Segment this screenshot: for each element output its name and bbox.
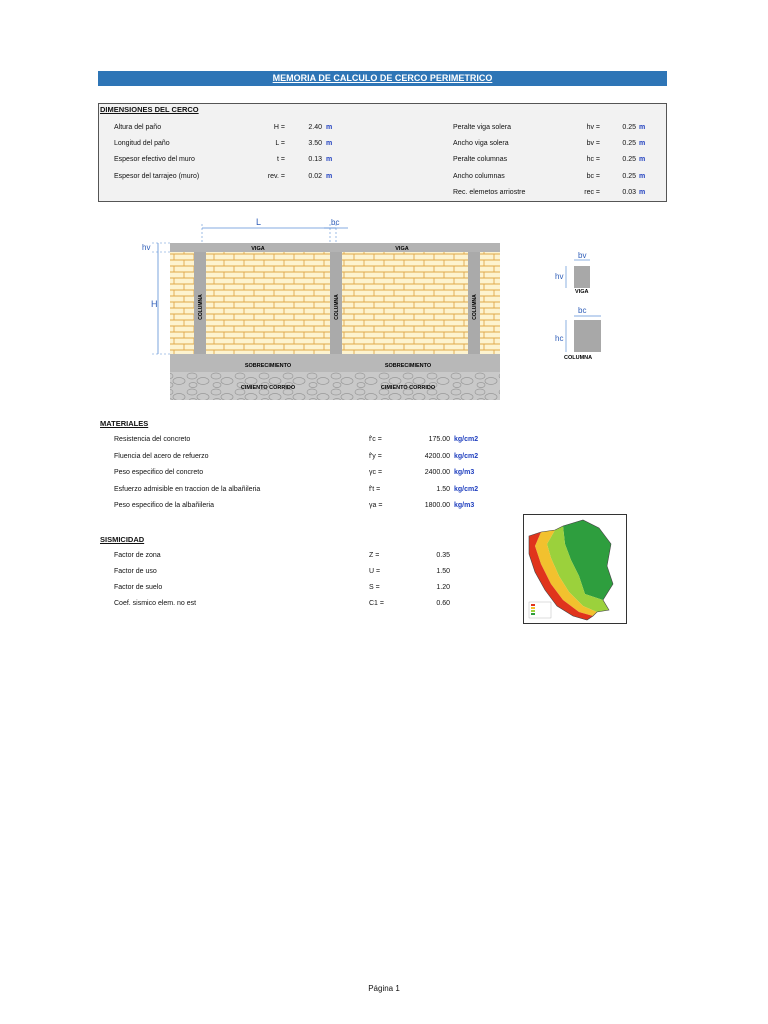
label-viga-2: VIGA: [395, 246, 409, 252]
sismic-value: 0.60: [436, 600, 450, 607]
dim-value: 0.02: [308, 173, 322, 180]
material-symbol: γa =: [369, 502, 383, 509]
viga-section: [574, 266, 590, 288]
material-unit: kg/cm2: [454, 486, 479, 493]
dim-symbol: bc =: [586, 173, 600, 180]
wall-elevation-diagram: [138, 212, 510, 406]
label-columna-2: COLUMNA: [334, 294, 340, 320]
label-sec-columna: COLUMNA: [564, 355, 593, 361]
dim-unit: m: [639, 189, 646, 196]
sismic-symbol: C1 =: [369, 600, 384, 607]
dim-symbol: rev. =: [267, 173, 285, 180]
label-sec-hv: hv: [555, 272, 564, 281]
sismic-label: Factor de suelo: [114, 584, 163, 591]
dim-symbol: rec =: [584, 189, 600, 196]
material-label: Resistencia del concreto: [114, 436, 191, 443]
label-cimiento-1: CIMIENTO CORRIDO: [240, 385, 296, 391]
material-symbol: f'c =: [369, 436, 382, 443]
material-value: 4200.00: [424, 453, 450, 460]
label-sobrecimiento-1: SOBRECIMIENTO: [244, 363, 292, 369]
columna-section: [574, 320, 601, 352]
dim-value: 0.03: [622, 189, 636, 196]
dim-unit: m: [326, 173, 333, 180]
sobrecimiento-strip: [170, 354, 500, 372]
sismic-symbol: Z =: [369, 552, 380, 559]
material-unit: kg/m3: [454, 502, 475, 509]
label-bc: bc: [331, 218, 340, 227]
page-number: Página 1: [368, 984, 400, 993]
dim-symbol: bv =: [586, 140, 600, 147]
dim-symbol: H =: [273, 124, 285, 131]
dim-label: Ancho columnas: [453, 173, 505, 180]
label-sec-bc: bc: [578, 306, 587, 315]
sismic-symbol: U =: [369, 568, 381, 575]
label-columna-1: COLUMNA: [198, 294, 204, 320]
dim-unit: m: [326, 140, 333, 147]
label-columna-3: COLUMNA: [472, 294, 478, 320]
dim-unit: m: [326, 124, 333, 131]
dim-unit: m: [326, 156, 333, 163]
materiales-heading: MATERIALES: [100, 419, 149, 428]
dim-value: 3.50: [308, 140, 322, 147]
dim-unit: m: [639, 156, 646, 163]
sismic-symbol: S =: [369, 584, 380, 591]
document-title: MEMORIA DE CALCULO DE CERCO PERIMETRICO: [98, 71, 667, 86]
dim-label: Altura del paño: [114, 124, 162, 131]
dim-label: Peralte viga solera: [453, 124, 511, 131]
dim-symbol: hc =: [586, 156, 600, 163]
material-label: Esfuerzo admisible en traccion de la albañileria: [114, 486, 261, 493]
label-hv: hv: [142, 243, 151, 252]
section-details-diagram: [552, 246, 612, 364]
dim-value: 0.13: [308, 156, 322, 163]
dimensions-heading: DIMENSIONES DEL CERCO: [100, 105, 199, 114]
label-sec-bv: bv: [578, 251, 587, 260]
dim-label: Espesor efectivo del muro: [114, 156, 195, 163]
sismic-value: 1.50: [436, 568, 450, 575]
material-value: 175.00: [428, 436, 450, 443]
material-value: 1800.00: [424, 502, 450, 509]
sismicidad-heading: SISMICIDAD: [100, 535, 145, 544]
material-value: 2400.00: [424, 469, 450, 476]
sismic-value: 0.35: [436, 552, 450, 559]
material-symbol: f'y =: [369, 453, 382, 460]
material-unit: kg/m3: [454, 469, 475, 476]
dim-value: 0.25: [622, 173, 636, 180]
label-L: L: [256, 217, 262, 227]
dim-value: 0.25: [622, 124, 636, 131]
dim-label: Peralte columnas: [453, 156, 508, 163]
beam-viga: [170, 243, 500, 252]
dim-label: Espesor del tarrajeo (muro): [114, 173, 200, 180]
material-value: 1.50: [436, 486, 450, 493]
label-H: H: [151, 299, 158, 309]
material-symbol: f't =: [369, 486, 381, 493]
dim-label: Ancho viga solera: [453, 140, 509, 147]
dim-symbol: L =: [275, 140, 285, 147]
seismic-zone-map: [523, 514, 627, 624]
label-sobrecimiento-2: SOBRECIMIENTO: [384, 363, 432, 369]
label-cimiento-2: CIMIENTO CORRIDO: [380, 385, 436, 391]
sismic-label: Factor de zona: [114, 552, 161, 559]
dim-label: Rec. elemetos arriostre: [453, 189, 526, 196]
sismic-label: Factor de uso: [114, 568, 157, 575]
cimiento-strip: [170, 372, 500, 400]
dim-value: 0.25: [622, 140, 636, 147]
dim-unit: m: [639, 173, 646, 180]
label-sec-hc: hc: [555, 334, 564, 343]
dim-unit: m: [639, 140, 646, 147]
sismic-label: Coef. sismico elem. no est: [114, 600, 197, 607]
dim-value: 0.25: [622, 156, 636, 163]
dim-symbol: hv =: [586, 124, 600, 131]
material-label: Peso especifico de la albañileria: [114, 502, 215, 509]
material-unit: kg/cm2: [454, 453, 479, 460]
material-symbol: γc =: [369, 469, 383, 476]
dim-label: Longitud del paño: [114, 140, 170, 147]
sismic-value: 1.20: [436, 584, 450, 591]
label-viga-1: VIGA: [251, 246, 265, 252]
material-label: Peso especifico del concreto: [114, 469, 204, 476]
material-unit: kg/cm2: [454, 436, 479, 443]
dim-value: 2.40: [308, 124, 322, 131]
material-label: Fluencia del acero de refuerzo: [114, 453, 209, 460]
dim-symbol: t =: [277, 156, 285, 163]
label-sec-viga: VIGA: [575, 289, 589, 295]
dim-unit: m: [639, 124, 646, 131]
